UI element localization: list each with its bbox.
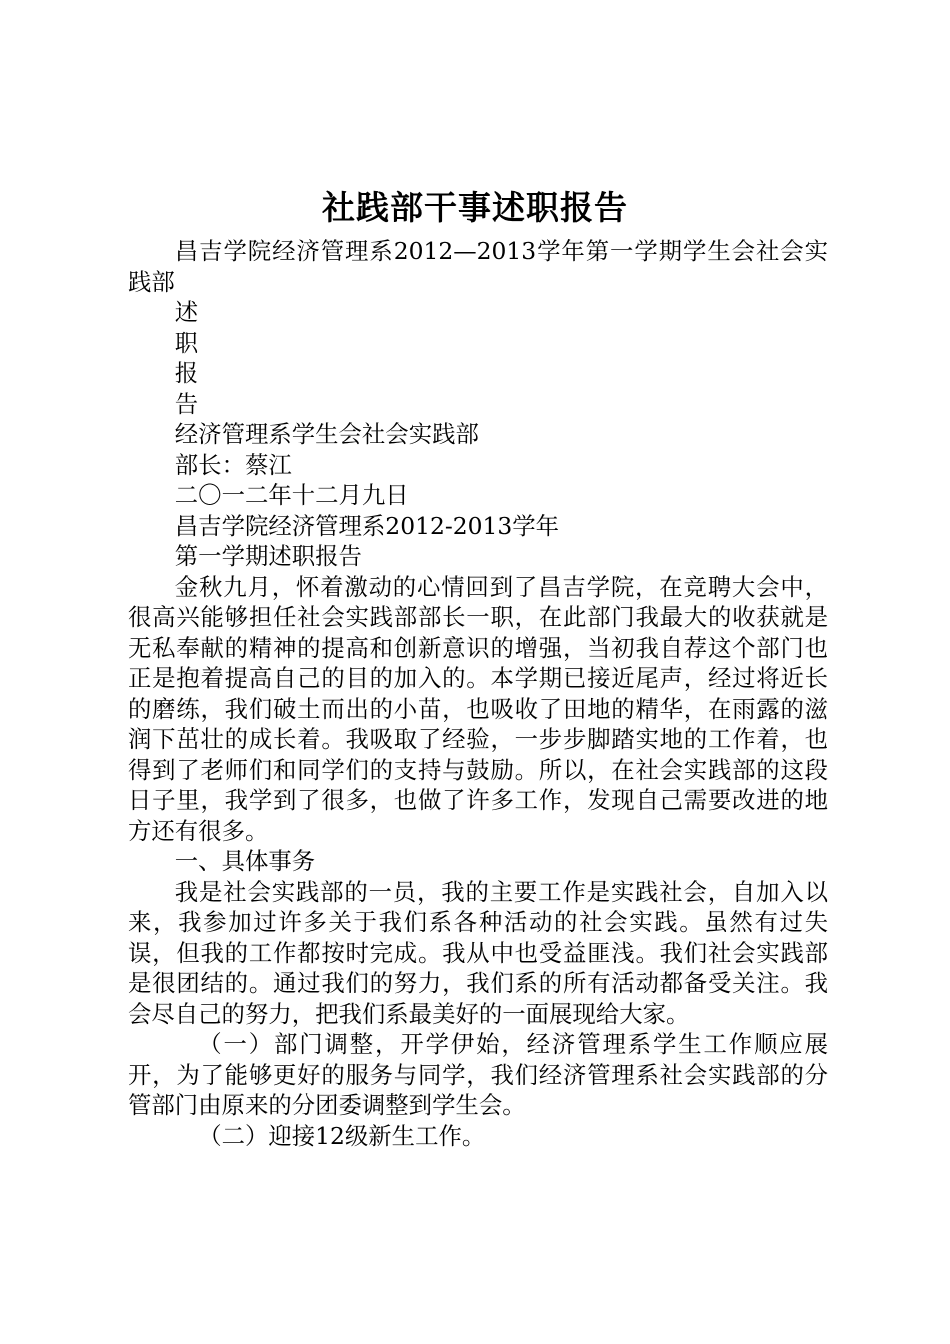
- paragraph-intro: 金秋九月，怀着激动的心情回到了昌吉学院，在竞聘大会中，很高兴能够担任社会实践部部长一职，在此部门我最大的收获就是无私奉献的精神的提高和创新意识的增强，当初我自荐这个部门也正是抱着提高自己的目的加入的。本学期已接近尾声，经过将近长的磨练，我们破土而出的小苗，也吸收了田地的精华，在雨露的滋润下茁壮的成长着。我吸取了经验，一步步脚踏实地的工作着，也得到了老师们和同学们的支持与鼓励。所以，在社会实践部的这段日子里，我学到了很多，也做了许多工作，发现自己需要改进的地方还有很多。: [128, 572, 828, 845]
- section-heading-tasks: 一、具体事务: [174, 847, 316, 875]
- paragraph-tasks: 我是社会实践部的一员，我的主要工作是实践社会，自加入以来，我参加过许多关于我们系各种活动的社会实践。虽然有过失误，但我的工作都按时完成。我从中也受益匪浅。我们社会实践部是很团结的。通过我们的努力，我们系的所有活动都备受关注。我会尽自己的努力，把我们系最美好的一面展现给大家。: [128, 877, 828, 1028]
- paragraph-subtitle-1: 昌吉学院经济管理系2012-2013学年: [174, 511, 560, 540]
- paragraph-item-2: （二）迎接12级新生工作。: [198, 1121, 486, 1150]
- paragraph-gao: 告: [174, 389, 199, 418]
- document-body: [128, 236, 828, 1151]
- paragraph-bao: 报: [174, 359, 199, 387]
- paragraph-shu: 述: [174, 298, 199, 326]
- paragraph-minister: 部长：蔡江: [174, 450, 292, 479]
- paragraph-zhi: 职: [174, 328, 199, 357]
- paragraph-item-1: （一）部门调整，开学伊始，经济管理系学生工作顺应展开，为了能够更好的服务与同学，我们经济管理系社会实践部的分管部门由原来的分团委调整到学生会。: [128, 1030, 828, 1119]
- document-title: 社践部干事述职报告: [322, 188, 628, 227]
- paragraph-subtitle-2: 第一学期述职报告: [174, 542, 362, 570]
- paragraph-department: 经济管理系学生会社会实践部: [174, 420, 479, 448]
- paragraph-date: 二〇一二年十二月九日: [174, 481, 409, 509]
- paragraph-heading-line: 昌吉学院经济管理系2012—2013学年第一学期学生会社会实践部: [128, 237, 828, 296]
